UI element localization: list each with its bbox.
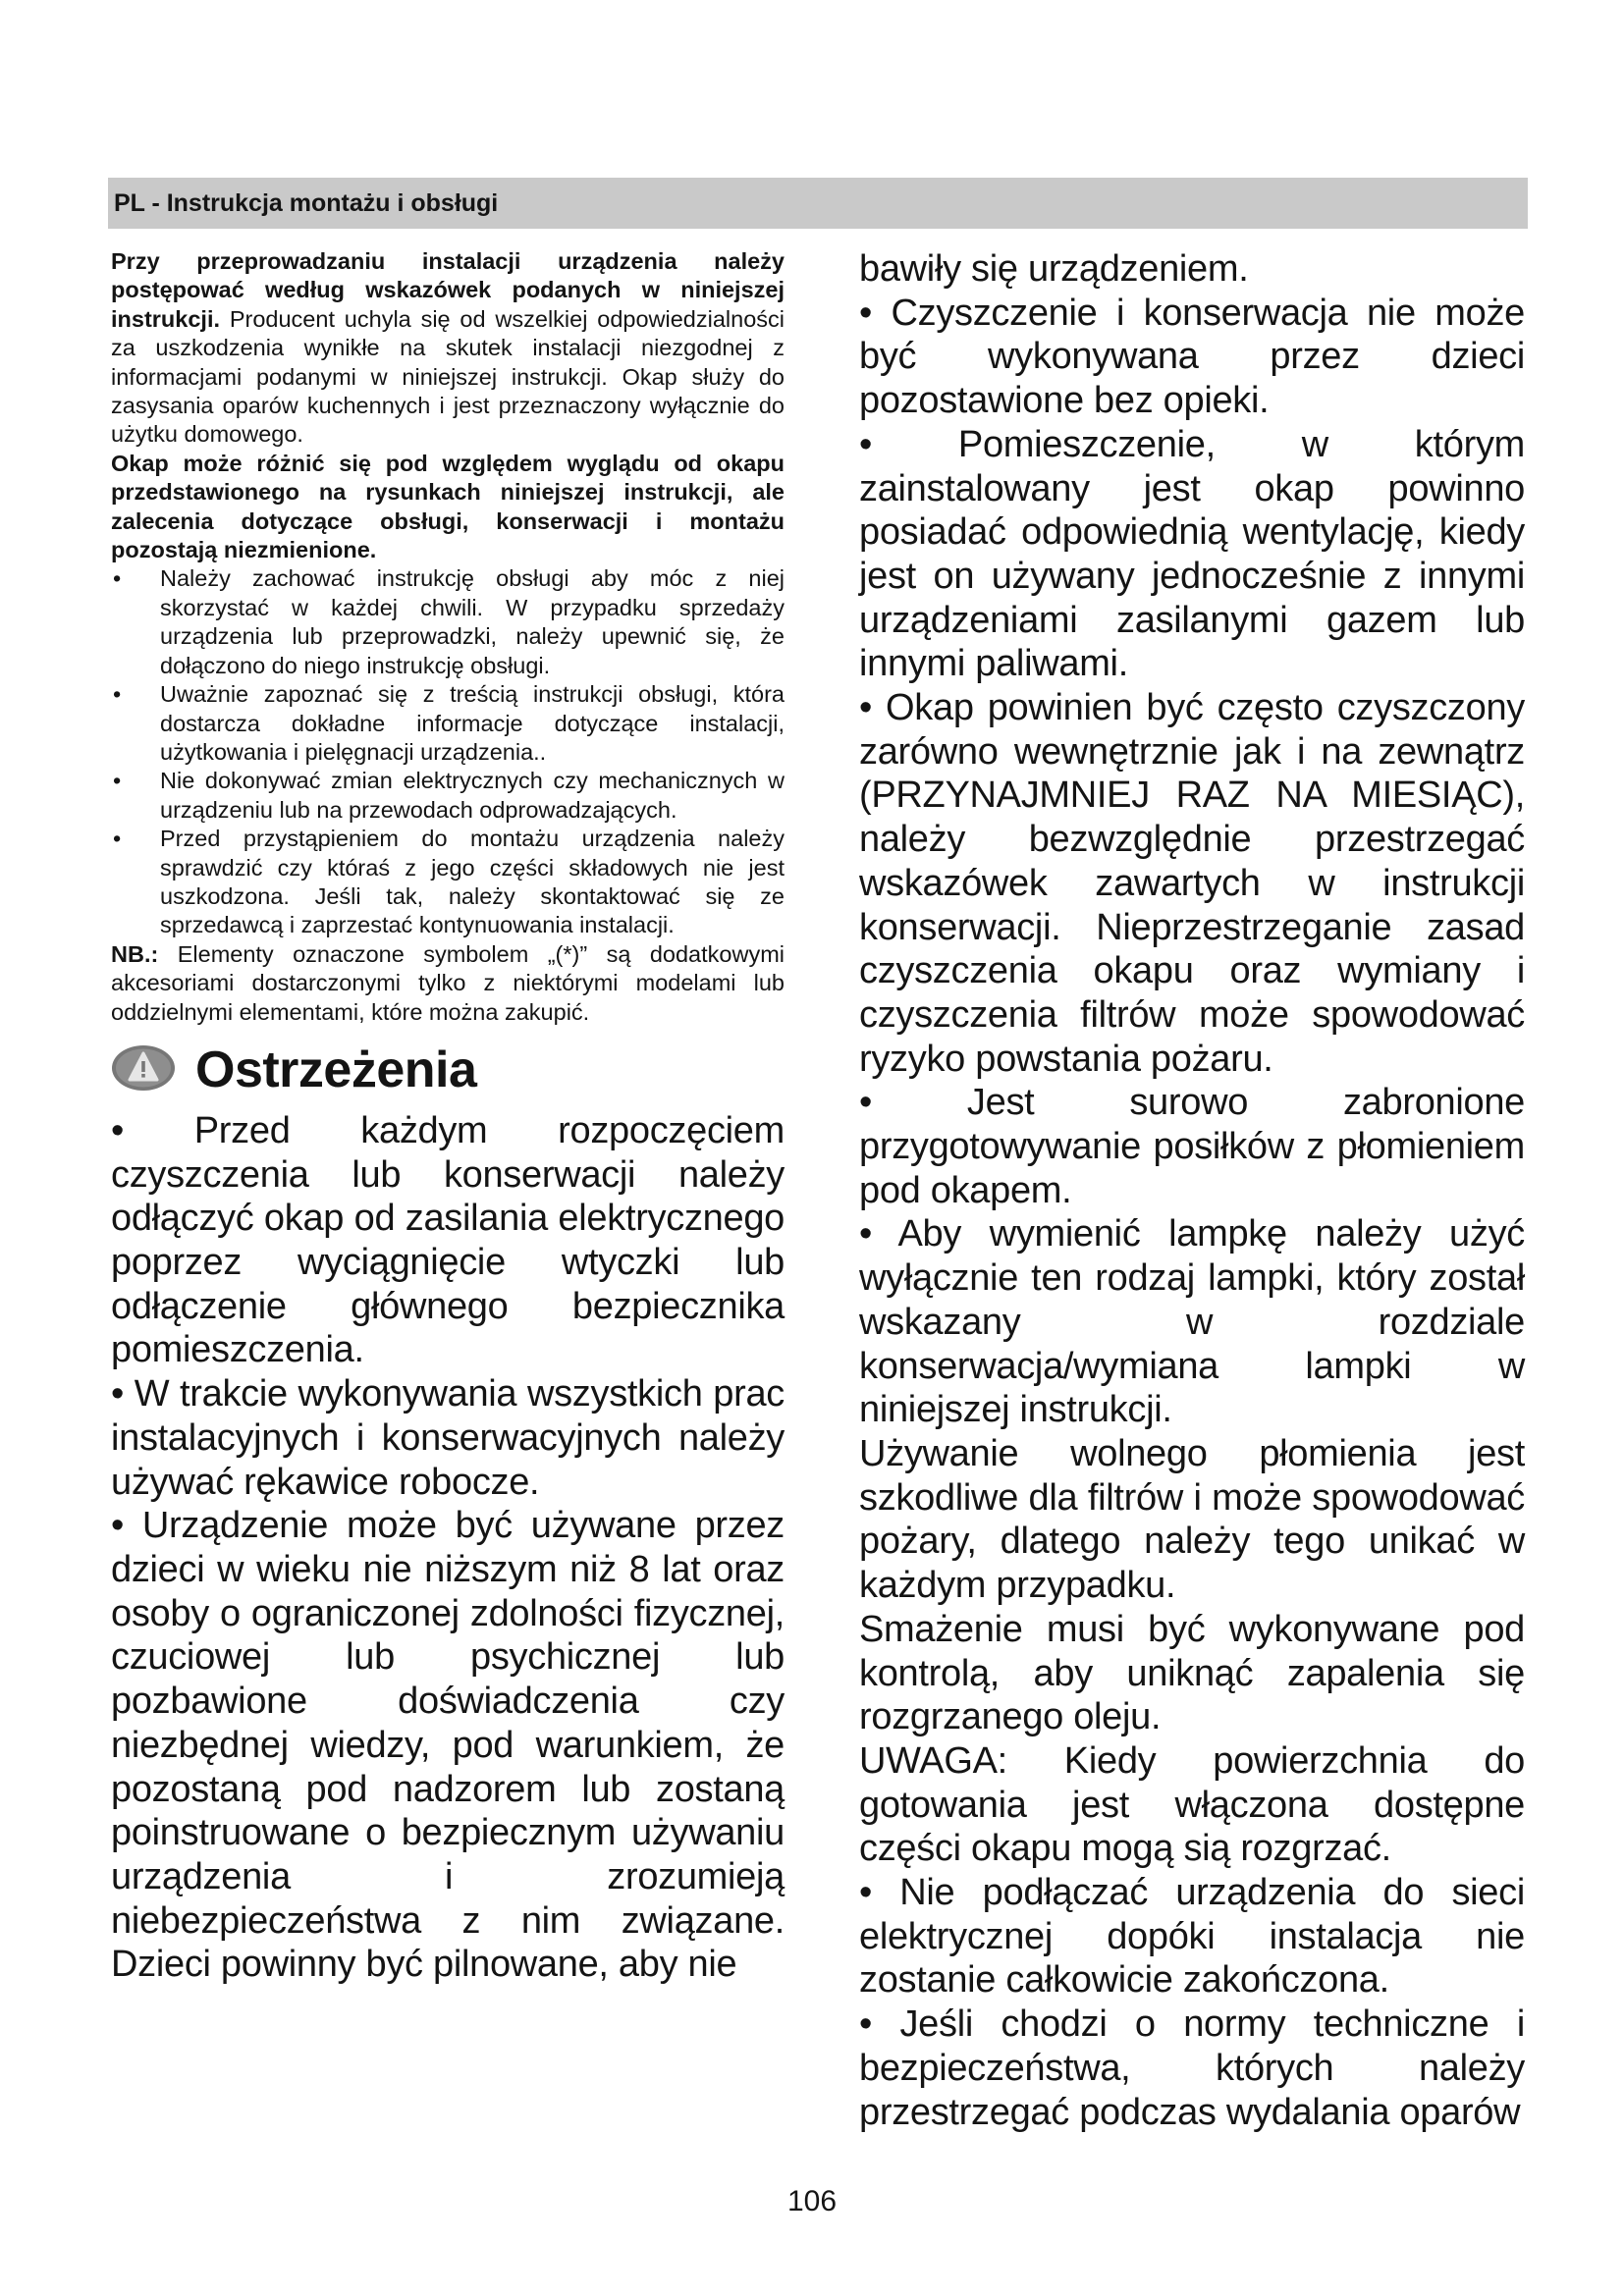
intro-bold-statement: Przy przeprowadzaniu instalacji urządzenia należy postępować według wskazówek podanych w niniejszej instrukcji. <box>111 248 785 332</box>
list-item: • Należy zachować instrukcję obsługi aby móc z niej skorzystać w każdej chwili. W przypadku sprzedaży urządzenia lub przeprowadzki, należy upewnić się, że dołączono do niego instrukcję obsługi. <box>113 565 785 678</box>
warnings-left-text <box>111 1109 785 1987</box>
warning-paragraph: • W trakcie wykonywania wszystkich prac instalacyjnych i konserwacyjnych należy używać rękawice robocze. <box>111 1373 785 1503</box>
warning-paragraph: • Czyszczenie i konserwacja nie może być wykonywana przez dzieci pozostawione bez opieki. <box>859 292 1525 422</box>
left-column <box>111 247 785 1987</box>
warning-paragraph: • Urządzenie może być używane przez dzieci w wieku nie niższym niż 8 lat oraz osoby o ograniczonej zdolności fizycznej, czuciowej lub psychicznej lub pozbawione doświadczenia czy niezbędnej wiedzy, pod warunkiem, że pozostaną pod nadzorem lub zostaną poinstruowane o bezpiecznym używaniu urządzenia i zrozumieją niebezpieczeństwa z nim związane. Dzieci powinny być pilnowane, aby nie <box>111 1505 785 1986</box>
warnings-right-text <box>859 247 1525 2134</box>
warning-paragraph: bawiły się urządzeniem. <box>859 248 1249 290</box>
warning-paragraph: • Okap powinien być często czyszczony zarówno wewnętrznie jak i na zewnątrz (PRZYNAJMNIEJ RAZ NA MIESIĄC), należy bezwzględnie przestrzegać wskazówek zawartych w instrukcji konserwacji. Nieprzestrzeganie zasad czyszczenia okapu oraz wymiany i czyszczenia filtrów może spowodować ryzyko powstania pożaru. <box>859 687 1525 1080</box>
warning-paragraph: Używanie wolnego płomienia jest szkodliwe dla filtrów i może spowodować pożary, dlatego należy tego unikać w każdym przypadku. <box>859 1432 1525 1607</box>
page-number: 106 <box>786 2185 838 2217</box>
warning-paragraph: • Aby wymienić lampkę należy użyć wyłącznie ten rodzaj lampki, który został wskazany w rozdziale konserwacja/wymiana lampki w niniejszej instrukcji. <box>859 1213 1525 1431</box>
bullet-icon: • <box>113 826 122 852</box>
warnings-title: Ostrzeżenia <box>195 1041 477 1098</box>
intro-block <box>111 247 785 1027</box>
list-item: • Przed przystąpieniem do montażu urządzenia należy sprawdzić czy któraś z jego części składowych nie jest uszkodzona. Jeśli tak, należy skontaktować się ze sprzedawcą i zaprzestać kontynuowania instalacji. <box>113 826 785 938</box>
intro-text: Producent uchyla się od wszelkiej odpowiedzialności za uszkodzenia wynikłe na skutek instalacji niezgodnej z informacjami podanymi w niniejszej instrukcji. Okap służy do zasysania oparów kuchennych i jest przeznaczony wyłącznie do użytku domowego. <box>111 305 785 448</box>
warning-paragraph: • Pomieszczenie, w którym zainstalowany jest okap powinno posiadać odpowiednią wentylację, kiedy jest on używany jednocześnie z innymi urządzeniami zasilanymi gazem lub innymi paliwami. <box>859 423 1525 685</box>
warning-paragraph: Smażenie musi być wykonywane pod kontrolą, aby uniknąć zapalenia się rozgrzanego oleju. <box>859 1608 1525 1738</box>
warning-paragraph: UWAGA: Kiedy powierzchnia do gotowania jest włączona dostępne części okapu mogą sią rozgrzać. <box>859 1739 1525 1870</box>
bullet-icon: • <box>113 768 122 794</box>
section-header-title: PL - Instrukcja montażu i obsługi <box>114 189 499 217</box>
warnings-heading <box>111 1042 785 1101</box>
right-column <box>859 247 1525 2134</box>
list-item: • Nie dokonywać zmian elektrycznych czy mechanicznych w urządzeniu lub na przewodach odprowadzających. <box>113 768 785 823</box>
intro-appearance-note: Okap może różnić się pod względem wyglądu od okapu przedstawionego na rysunkach niniejszej instrukcji, ale zalecenia dotyczące obsługi, konserwacji i montażu pozostają niezmienione. <box>111 450 785 563</box>
section-header-bar <box>108 178 1528 229</box>
bullet-icon: • <box>113 681 122 708</box>
nb-label: NB.: <box>111 940 159 967</box>
bullet-icon: • <box>113 565 122 592</box>
list-item: • Uważnie zapoznać się z treścią instrukcji obsługi, która dostarcza dokładne informacje dotyczące instalacji, użytkowania i pielęgnacji urządzenia.. <box>113 681 785 765</box>
intro-bullet-list <box>111 564 785 939</box>
warning-triangle-icon <box>111 1044 176 1092</box>
nb-text: Elementy oznaczone symbolem „(*)” są dodatkowymi akcesoriami dostarczonymi tylko z niektórymi modelami lub oddzielnymi elementami, które można zakupić. <box>111 940 785 1025</box>
warning-paragraph: • Jest surowo zabronione przygotowywanie posiłków z płomieniem pod okapem. <box>859 1082 1525 1211</box>
intro-paragraph <box>111 247 785 450</box>
nb-note <box>111 940 785 1027</box>
warning-paragraph: • Jeśli chodzi o normy techniczne i bezpieczeństwa, których należy przestrzegać podczas wydalania oparów <box>859 2003 1525 2133</box>
warning-paragraph: • Nie podłączać urządzenia do sieci elektrycznej dopóki instalacja nie zostanie całkowicie zakończona. <box>859 1872 1525 2002</box>
warning-paragraph: • Przed każdym rozpoczęciem czyszczenia lub konserwacji należy odłączyć okap od zasilania elektrycznego poprzez wyciągnięcie wtyczki lub odłączenie głównego bezpiecznika pomieszczenia. <box>111 1109 785 1371</box>
